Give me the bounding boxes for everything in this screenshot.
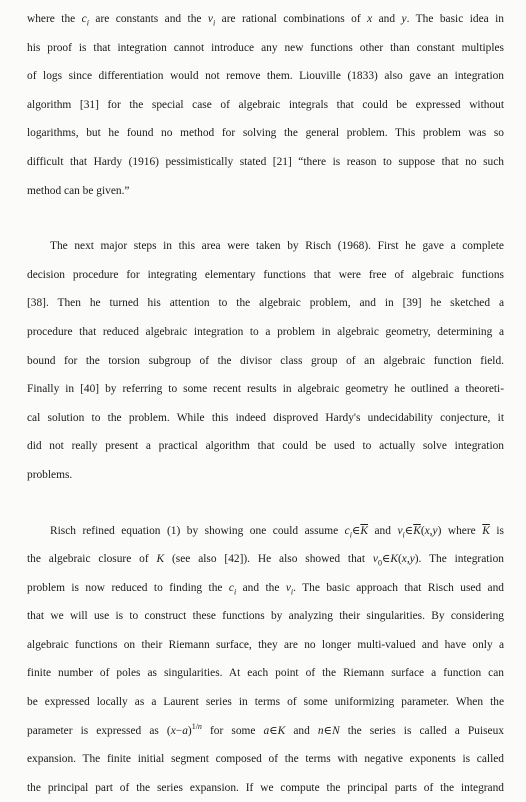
- text-line: his proof is that integration cannot introduce any new functions other than constant multiples: [27, 34, 504, 63]
- paragraph-gap: [27, 205, 504, 232]
- paragraph-2: [27, 232, 504, 489]
- text-line: algorithm [31] for the special case of algebraic integrals that could be expressed without: [27, 91, 504, 120]
- text-line: procedure that reduced algebraic integration to a problem in algebraic geometry, determining a: [27, 318, 504, 347]
- text-line: expansion. The finite initial segment composed of the terms with negative exponents is called: [27, 745, 504, 774]
- text-line: finite number of poles as singularities. At each point of the Riemann surface a function can: [27, 659, 504, 688]
- text-line: the algebraic closure of K (see also [42]). He also showed that $v_0\in K(x,y)$. The integration: [27, 545, 504, 574]
- text-line: The next major steps in this area were taken by Risch (1968). First he gave a complete: [27, 232, 504, 261]
- text-line: where the $c_i$ are constants and the $v_i$ are rational combinations of x and y. The basic idea in: [27, 5, 504, 34]
- paragraph-3: [27, 517, 504, 802]
- text-line: Risch refined equation (1) by showing one could assume $c_i\in\overline{K}$ and $v_i\in\overline{K}(x,y)$ where $\overline{K}$ is: [27, 517, 504, 546]
- text-line: problems.: [27, 461, 504, 490]
- text-line: the principal part of the series expansion. If we compute the principal parts of the integrand: [27, 774, 504, 802]
- text-line: algebraic functions on their Riemann surface, they are no longer multi-valued and have only a: [27, 631, 504, 660]
- text-line: Finally in [40] by referring to some recent results in algebraic geometry he outlined a theoreti-: [27, 375, 504, 404]
- text-line: decision procedure for integrating elementary functions that were free of algebraic functions: [27, 261, 504, 290]
- text-line: of logs since differentiation would not remove them. Liouville (1833) also gave an integration: [27, 62, 504, 91]
- text-line: bound for the torsion subgroup of the divisor class group of an algebraic function field.: [27, 347, 504, 376]
- text-line: parameter is expressed as $(x-a)^{1/n}$ for some a∈K and n∈N the series is called a Puiseux: [27, 717, 504, 746]
- text-line: that we will use is to construct these functions by analyzing their singularities. By considering: [27, 602, 504, 631]
- text-line: difficult that Hardy (1916) pessimistically stated [21] “there is reason to suppose that no such: [27, 148, 504, 177]
- paragraph-gap: [27, 490, 504, 517]
- text-line: method can be given.”: [27, 177, 504, 206]
- text-line: did not really present a practical algorithm that could be used to actually solve integration: [27, 432, 504, 461]
- text-line: problem is now reduced to finding the $c_i$ and the $v_i$. The basic approach that Risch used and: [27, 574, 504, 603]
- text-line: [38]. Then he turned his attention to the algebraic problem, and in [39] he sketched a: [27, 289, 504, 318]
- paragraph-1: [27, 5, 504, 205]
- text-line: be expressed locally as a Laurent series in terms of some uniformizing parameter. When the: [27, 688, 504, 717]
- text-line: logarithms, but he found no method for solving the general problem. This problem was so: [27, 119, 504, 148]
- text-line: cal solution to the problem. While this indeed disproved Hardy's undecidability conjecture, it: [27, 404, 504, 433]
